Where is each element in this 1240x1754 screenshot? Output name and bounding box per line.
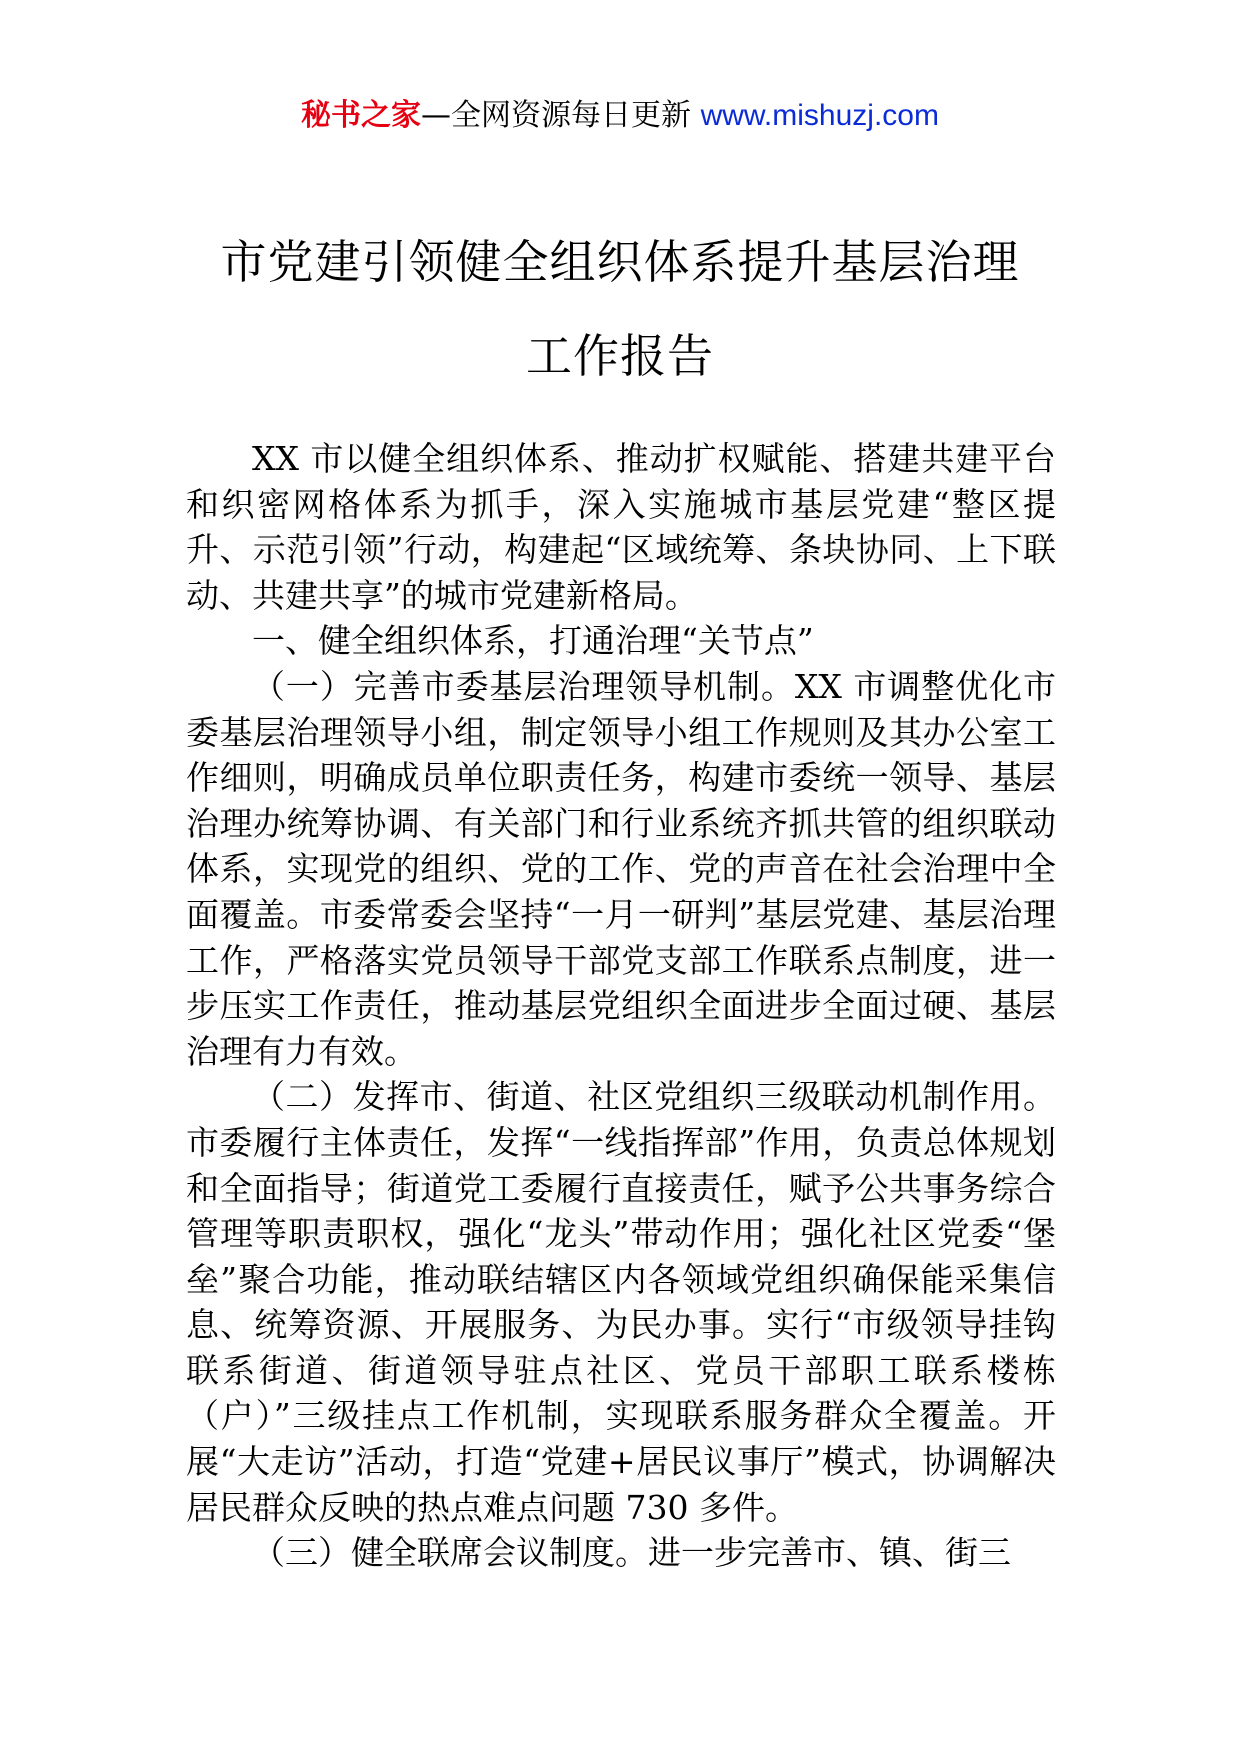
site-header <box>0 96 1240 136</box>
document-body <box>186 436 1056 1576</box>
site-url-link[interactable]: www.mishuzj.com <box>700 99 939 132</box>
subsection-paragraph-1: （一）完善市委基层治理领导机制。XX 市调整优化市委基层治理领导小组，制定领导小组工作规则及其办公室工作细则，明确成员单位职责任务，构建市委统一领导、基层治理办统筹协调、有关部门和行业系统齐抓共管的组织联动体系，实现党的组织、党的工作、党的声音在社会治理中全面覆盖。市委常委会坚持“一月一研判”基层党建、基层治理工作，严格落实党员领导干部党支部工作联系点制度，进一步压实工作责任，推动基层党组织全面进步全面过硬、基层治理有力有效。 <box>186 666 1056 1071</box>
intro-paragraph: XX 市以健全组织体系、推动扩权赋能、搭建共建平台和织密网格体系为抓手，深入实施城市基层党建“整区提升、示范引领”行动，构建起“区域统筹、条块协同、上下联动、共建共享”的城市党建新格局。 <box>186 439 1056 615</box>
section-heading-1: 一、健全组织体系，打通治理“关节点” <box>252 621 814 661</box>
subsection-paragraph-2: （二）发挥市、街道、社区党组织三级联动机制作用。市委履行主体责任，发挥“一线指挥部”作用，负责总体规划和全面指导；街道党工委履行直接责任，赋予公共事务综合管理等职责职权，强化“龙头”带动作用；强化社区党委“堡垒”聚合功能，推动联结辖区内各领域党组织确保能采集信息、统筹资源、开展服务、为民办事。实行“市级领导挂钩联系街道、街道领导驻点社区、党员干部职工联系楼栋（户）”三级挂点工作机制，实现联系服务群众全覆盖。开展“大走访”活动，打造“党建+居民议事厅”模式，协调解决居民群众反映的热点难点问题 730 多件。 <box>186 1077 1056 1527</box>
site-brand: 秘书之家 <box>301 98 422 133</box>
document-title-line-1: 市党建引领健全组织体系提升基层治理 <box>220 235 1020 289</box>
site-slogan: —全网资源每日更新 <box>421 98 701 133</box>
document-title-line-2: 工作报告 <box>526 329 714 383</box>
subsection-paragraph-3: （三）健全联席会议制度。进一步完善市、镇、街三 <box>252 1533 1011 1573</box>
